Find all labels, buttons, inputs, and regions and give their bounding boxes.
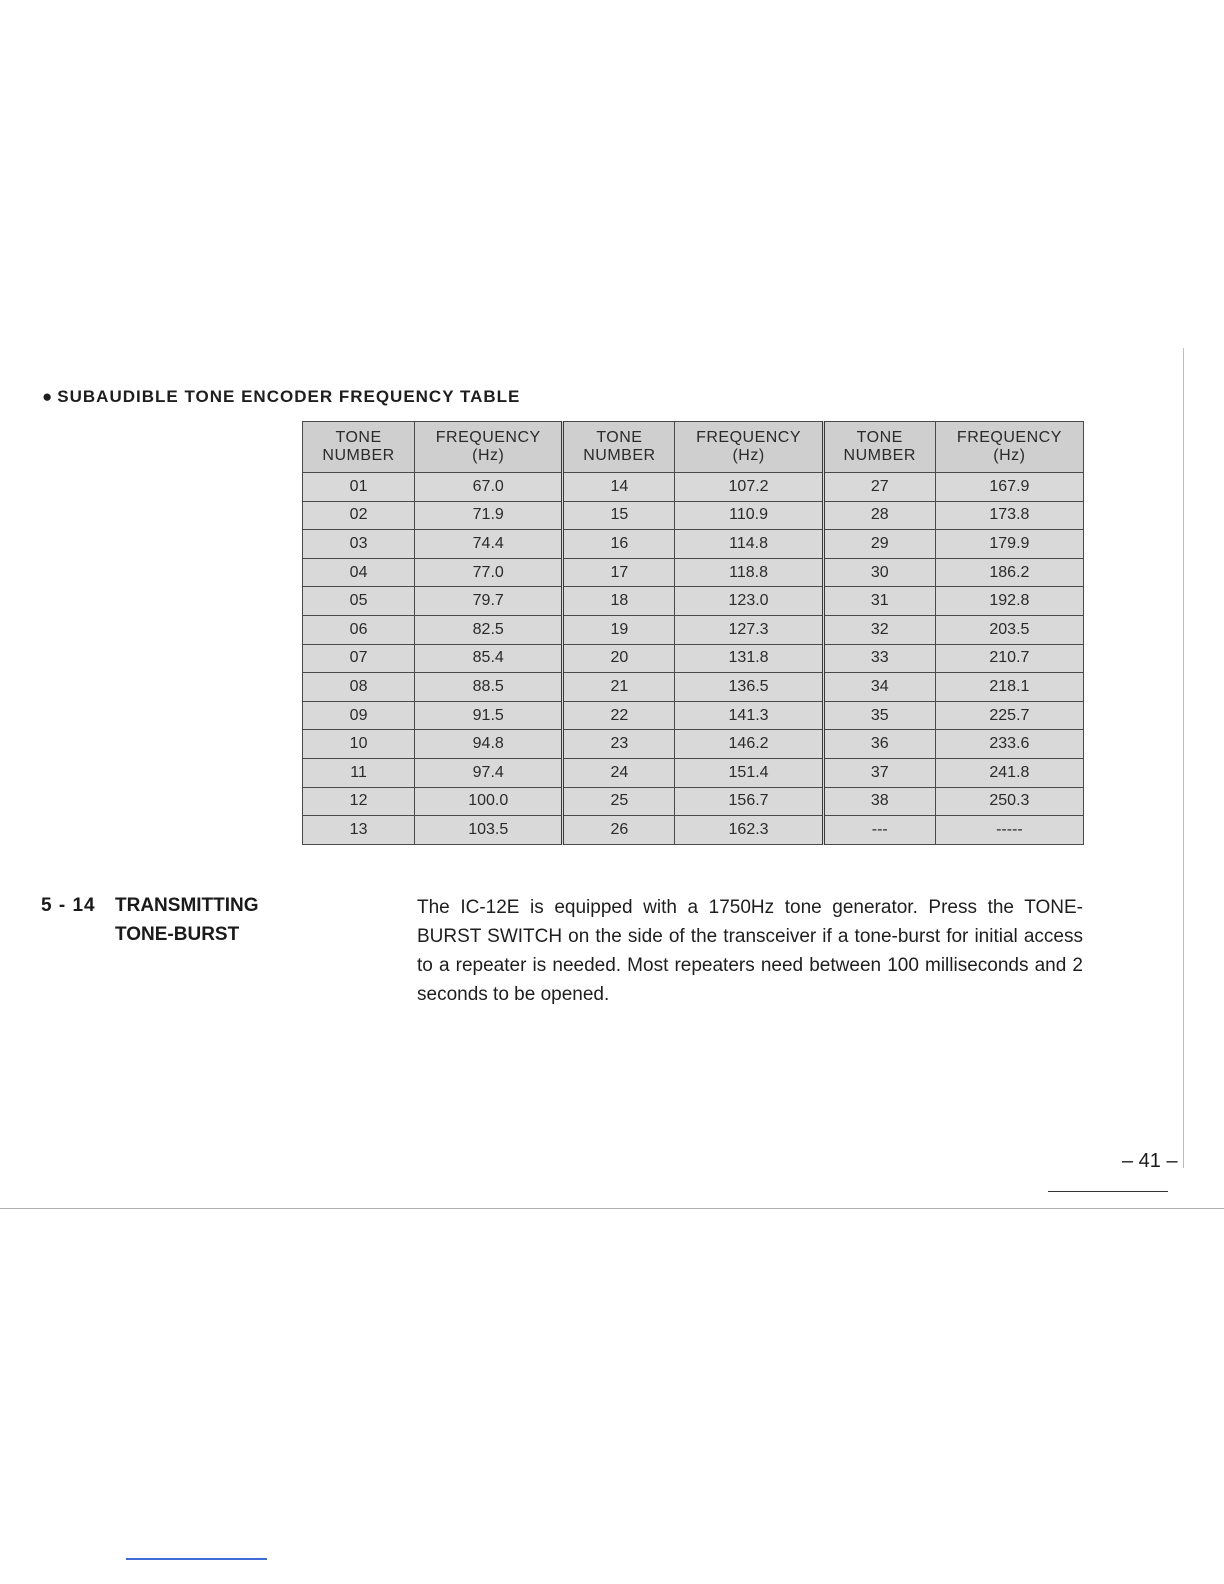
frequency-cell: 131.8 bbox=[675, 644, 823, 673]
header-tone-number bbox=[303, 422, 415, 473]
tone-number-cell: 27 bbox=[823, 473, 935, 502]
header-label: TONE NUMBER bbox=[322, 429, 395, 464]
table-row bbox=[303, 673, 1084, 702]
tone-number-cell: 38 bbox=[823, 787, 935, 816]
tone-number-cell: 06 bbox=[303, 615, 415, 644]
tone-number-cell: 07 bbox=[303, 644, 415, 673]
frequency-cell: 71.9 bbox=[415, 501, 563, 530]
frequency-cell: 114.8 bbox=[675, 530, 823, 559]
frequency-cell: ----- bbox=[935, 816, 1083, 845]
tone-number-cell: 28 bbox=[823, 501, 935, 530]
section-title-line2: TONE-BURST bbox=[115, 924, 240, 945]
tone-number-cell: 26 bbox=[563, 816, 675, 845]
section-body-text: The IC-12E is equipped with a 1750Hz tone generator. Press the TONE-BURST SWITCH on the side of the transceiver if a tone-burst for initial access to a repeater is needed. Most repeaters need between 100 milliseconds and 2 seconds to be opened. bbox=[417, 897, 1083, 1005]
tone-number-cell: 20 bbox=[563, 644, 675, 673]
tone-number-cell: 32 bbox=[823, 615, 935, 644]
tone-number-cell: 01 bbox=[303, 473, 415, 502]
table-header-row bbox=[303, 422, 1084, 473]
tone-number-cell: 03 bbox=[303, 530, 415, 559]
frequency-cell: 107.2 bbox=[675, 473, 823, 502]
header-label: FREQUENCY (Hz) bbox=[696, 429, 802, 464]
table-row bbox=[303, 787, 1084, 816]
table-row bbox=[303, 473, 1084, 502]
frequency-cell: 179.9 bbox=[935, 530, 1083, 559]
frequency-cell: 110.9 bbox=[675, 501, 823, 530]
tone-number-cell: 14 bbox=[563, 473, 675, 502]
frequency-cell: 151.4 bbox=[675, 758, 823, 787]
table-title bbox=[42, 387, 520, 407]
table-row bbox=[303, 730, 1084, 759]
table-row bbox=[303, 501, 1084, 530]
header-tone-number bbox=[563, 422, 675, 473]
frequency-cell: 241.8 bbox=[935, 758, 1083, 787]
frequency-cell: 85.4 bbox=[415, 644, 563, 673]
frequency-cell: 123.0 bbox=[675, 587, 823, 616]
tone-number-cell: 25 bbox=[563, 787, 675, 816]
header-frequency bbox=[675, 422, 823, 473]
frequency-cell: 186.2 bbox=[935, 558, 1083, 587]
tone-number-cell: 24 bbox=[563, 758, 675, 787]
tone-number-cell: 08 bbox=[303, 673, 415, 702]
tone-number-cell: 18 bbox=[563, 587, 675, 616]
frequency-cell: 82.5 bbox=[415, 615, 563, 644]
header-label: TONE NUMBER bbox=[843, 429, 916, 464]
bullet-icon: ● bbox=[42, 387, 54, 406]
frequency-cell: 233.6 bbox=[935, 730, 1083, 759]
tone-number-cell: 23 bbox=[563, 730, 675, 759]
tone-number-cell: 10 bbox=[303, 730, 415, 759]
tone-number-cell: 36 bbox=[823, 730, 935, 759]
tone-number-cell: 29 bbox=[823, 530, 935, 559]
frequency-cell: 156.7 bbox=[675, 787, 823, 816]
table-row bbox=[303, 615, 1084, 644]
header-frequency bbox=[415, 422, 563, 473]
frequency-cell: 103.5 bbox=[415, 816, 563, 845]
header-tone-number bbox=[823, 422, 935, 473]
frequency-cell: 74.4 bbox=[415, 530, 563, 559]
tone-number-cell: 37 bbox=[823, 758, 935, 787]
tone-number-cell: 02 bbox=[303, 501, 415, 530]
table-row bbox=[303, 816, 1084, 845]
tone-number-cell: 33 bbox=[823, 644, 935, 673]
tone-number-cell: 35 bbox=[823, 701, 935, 730]
table-row bbox=[303, 701, 1084, 730]
frequency-cell: 162.3 bbox=[675, 816, 823, 845]
tone-number-cell: 34 bbox=[823, 673, 935, 702]
page-number: – 41 – bbox=[1122, 1150, 1178, 1172]
blue-underline-mark bbox=[126, 1558, 267, 1560]
frequency-cell: 167.9 bbox=[935, 473, 1083, 502]
tone-number-cell: 11 bbox=[303, 758, 415, 787]
frequency-cell: 79.7 bbox=[415, 587, 563, 616]
frequency-cell: 77.0 bbox=[415, 558, 563, 587]
header-label: FREQUENCY (Hz) bbox=[435, 429, 541, 464]
frequency-cell: 67.0 bbox=[415, 473, 563, 502]
page-edge-line bbox=[1183, 348, 1184, 1168]
frequency-cell: 141.3 bbox=[675, 701, 823, 730]
frequency-cell: 218.1 bbox=[935, 673, 1083, 702]
table-row bbox=[303, 530, 1084, 559]
tone-frequency-table bbox=[302, 421, 1084, 845]
tone-number-cell: 19 bbox=[563, 615, 675, 644]
tone-number-cell: 13 bbox=[303, 816, 415, 845]
frequency-cell: 136.5 bbox=[675, 673, 823, 702]
frequency-cell: 173.8 bbox=[935, 501, 1083, 530]
tone-number-cell: 15 bbox=[563, 501, 675, 530]
table-row bbox=[303, 758, 1084, 787]
tone-number-cell: 12 bbox=[303, 787, 415, 816]
tone-number-cell: --- bbox=[823, 816, 935, 845]
tone-number-cell: 21 bbox=[563, 673, 675, 702]
page-number-rule bbox=[1048, 1191, 1168, 1192]
frequency-cell: 146.2 bbox=[675, 730, 823, 759]
header-label: TONE NUMBER bbox=[583, 429, 656, 464]
frequency-cell: 203.5 bbox=[935, 615, 1083, 644]
section-heading bbox=[41, 891, 259, 949]
frequency-cell: 210.7 bbox=[935, 644, 1083, 673]
frequency-cell: 225.7 bbox=[935, 701, 1083, 730]
frequency-cell: 127.3 bbox=[675, 615, 823, 644]
frequency-cell: 91.5 bbox=[415, 701, 563, 730]
tone-number-cell: 17 bbox=[563, 558, 675, 587]
header-frequency bbox=[935, 422, 1083, 473]
frequency-cell: 100.0 bbox=[415, 787, 563, 816]
tone-number-cell: 22 bbox=[563, 701, 675, 730]
section-title-line1: TRANSMITTING bbox=[115, 895, 259, 916]
frequency-cell: 88.5 bbox=[415, 673, 563, 702]
frequency-cell: 94.8 bbox=[415, 730, 563, 759]
table-row bbox=[303, 587, 1084, 616]
table-row bbox=[303, 644, 1084, 673]
tone-number-cell: 05 bbox=[303, 587, 415, 616]
frequency-cell: 250.3 bbox=[935, 787, 1083, 816]
tone-number-cell: 31 bbox=[823, 587, 935, 616]
table-row bbox=[303, 558, 1084, 587]
frequency-cell: 118.8 bbox=[675, 558, 823, 587]
tone-number-cell: 04 bbox=[303, 558, 415, 587]
tone-number-cell: 09 bbox=[303, 701, 415, 730]
frequency-cell: 97.4 bbox=[415, 758, 563, 787]
table-title-text: SUBAUDIBLE TONE ENCODER FREQUENCY TABLE bbox=[57, 387, 521, 406]
section-number: 5 - 14 bbox=[41, 895, 96, 916]
header-label: FREQUENCY (Hz) bbox=[956, 429, 1062, 464]
tone-number-cell: 16 bbox=[563, 530, 675, 559]
table-body bbox=[303, 473, 1084, 845]
tone-number-cell: 30 bbox=[823, 558, 935, 587]
page-bottom-line bbox=[0, 1208, 1224, 1209]
frequency-cell: 192.8 bbox=[935, 587, 1083, 616]
